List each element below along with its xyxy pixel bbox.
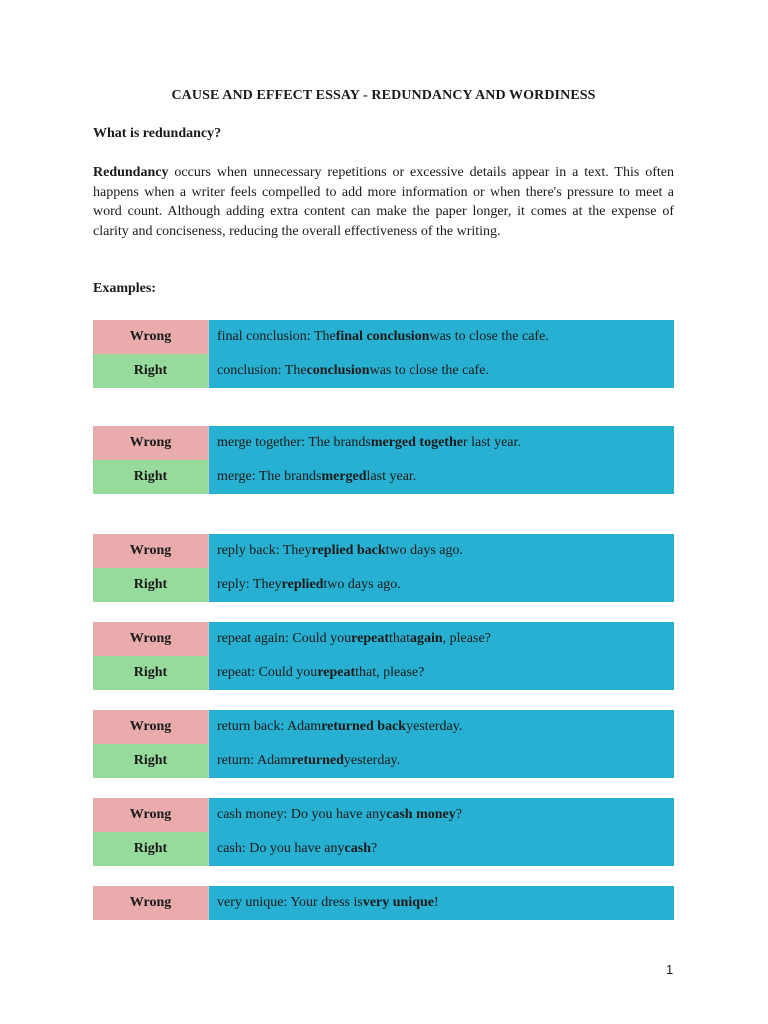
example-table bbox=[93, 886, 674, 920]
right-example-text: merge: The brands merged last year. bbox=[209, 460, 674, 494]
wrong-example-text: very unique: Your dress is very unique ! bbox=[209, 886, 674, 920]
right-example-text: return: Adam returned yesterday. bbox=[209, 744, 674, 778]
example-table bbox=[93, 710, 674, 778]
example-row-right bbox=[93, 656, 674, 690]
right-example-text: conclusion: The conclusion was to close the cafe. bbox=[209, 354, 674, 388]
right-label: Right bbox=[93, 568, 208, 602]
wrong-example-text: reply back: They replied back two days ago. bbox=[209, 534, 674, 568]
definition-term: Redundancy bbox=[93, 165, 169, 180]
wrong-example-text: repeat again: Could you repeat that again , please? bbox=[209, 622, 674, 656]
example-table bbox=[93, 622, 674, 690]
wrong-label: Wrong bbox=[93, 798, 208, 832]
right-label: Right bbox=[93, 744, 208, 778]
example-row-wrong bbox=[93, 798, 674, 832]
section-question: What is redundancy? bbox=[93, 126, 222, 141]
definition-text: occurs when unnecessary repetitions or excessive details appear in a text. This often happens when a writer feels compelled to add more information or when there's pressure to meet a word count. Although adding extra content can make the paper longer, it comes at the expense of clarity and conciseness, reducing the overall effectiveness of the writing. bbox=[93, 165, 674, 239]
wrong-label: Wrong bbox=[93, 426, 208, 460]
wrong-example-text: return back: Adam returned back yesterday. bbox=[209, 710, 674, 744]
example-table bbox=[93, 534, 674, 602]
wrong-label: Wrong bbox=[93, 534, 208, 568]
wrong-example-text: merge together: The brands merged togethe r last year. bbox=[209, 426, 674, 460]
example-table bbox=[93, 320, 674, 388]
example-row-right bbox=[93, 460, 674, 494]
example-table bbox=[93, 798, 674, 866]
right-label: Right bbox=[93, 460, 208, 494]
wrong-example-text: final conclusion: The final conclusion was to close the cafe. bbox=[209, 320, 674, 354]
example-row-wrong bbox=[93, 622, 674, 656]
wrong-label: Wrong bbox=[93, 710, 208, 744]
example-row-wrong bbox=[93, 320, 674, 354]
right-example-text: repeat: Could you repeat that, please? bbox=[209, 656, 674, 690]
definition-paragraph bbox=[93, 163, 674, 241]
example-row-right bbox=[93, 744, 674, 778]
example-row-right bbox=[93, 832, 674, 866]
wrong-label: Wrong bbox=[93, 622, 208, 656]
wrong-label: Wrong bbox=[93, 886, 208, 920]
examples-heading: Examples: bbox=[93, 281, 156, 296]
page-title: CAUSE AND EFFECT ESSAY - REDUNDANCY AND WORDINESS bbox=[171, 88, 596, 103]
right-label: Right bbox=[93, 354, 208, 388]
page-number: 1 bbox=[666, 962, 674, 977]
wrong-example-text: cash money: Do you have any cash money ? bbox=[209, 798, 674, 832]
example-row-right bbox=[93, 354, 674, 388]
example-row-wrong bbox=[93, 426, 674, 460]
example-row-wrong bbox=[93, 886, 674, 920]
right-label: Right bbox=[93, 656, 208, 690]
example-row-wrong bbox=[93, 710, 674, 744]
right-example-text: reply: They replied two days ago. bbox=[209, 568, 674, 602]
example-row-right bbox=[93, 568, 674, 602]
right-label: Right bbox=[93, 832, 208, 866]
wrong-label: Wrong bbox=[93, 320, 208, 354]
example-row-wrong bbox=[93, 534, 674, 568]
right-example-text: cash: Do you have any cash ? bbox=[209, 832, 674, 866]
example-table bbox=[93, 426, 674, 494]
